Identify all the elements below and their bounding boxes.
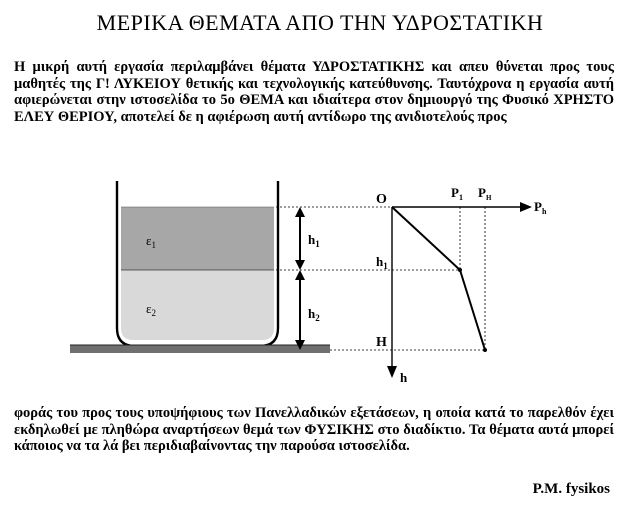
- graph-H-label: H: [376, 335, 387, 350]
- h2-dimension-label: $h_2$: [308, 306, 320, 323]
- ground-surface: [70, 345, 330, 353]
- intro-paragraph: Η μικρή αυτή εργασία περιλαμβάνει θέματα ΥΔΡΟΣΤΑΤΙΚΗΣ και απευ θύνεται προς τους μαθητές της Γ! ΛΥΚΕΙΟΥ θετικής και τεχνολογικής κατεύθυνσης. Ταυτόχρονα η εργασία αυτή αφιερώνεται στην ιστοσελίδα το 5ο ΘΕΜΑ και ιδιαίτερα στον δημιουργό της Φυσικό ΧΡΗΣΤΟ ΕΛΕΥ ΘΕΡΙΟΥ, αποτελεί δε η αφιέρωση αυτή αντίδωρο της ανιδιοτελούς προς: [14, 59, 614, 125]
- liquid-1-layer: [121, 207, 274, 270]
- h1-arrow-down: [295, 260, 305, 270]
- h2-arrow-up: [295, 270, 305, 280]
- pressure-curve: [392, 207, 485, 350]
- graph-h1-label: $h_1$: [376, 254, 388, 271]
- liquid-1-label: $\varepsilon_1$: [146, 233, 156, 250]
- h-axis-label: h: [400, 370, 408, 385]
- liquid-2-label: $\varepsilon_2$: [146, 301, 156, 318]
- p1-label: $P_1$: [451, 185, 463, 202]
- ph-axis-arrow: [520, 202, 532, 212]
- h1-dimension-label: $h_1$: [308, 232, 320, 249]
- origin-label: O: [376, 192, 387, 207]
- signature: P.M. fysikos: [532, 481, 610, 497]
- pH-label: $P_H$: [478, 185, 492, 202]
- h-axis-arrow: [387, 366, 397, 378]
- liquid-2-layer: [121, 270, 274, 340]
- continuation-paragraph: φοράς του προς τους υποψήφιους των Πανελλαδικών εξετάσεων, η οποία κατά το παρελθόν έχει εκδηλωθεί με πληθώρα αναρτήσεων θεμά των ΦΥΣΙΚΗΣ στο διαδίκτιο. Τα θέματα αυτά μπορεί κάποιος να τα λά βει περιδιαβαίνοντας την παρούσα ιστοσελίδα.: [14, 405, 614, 455]
- ph-axis-label: $P_h$: [534, 199, 547, 216]
- h1-arrow-up: [295, 207, 305, 217]
- page-title: ΜΕΡΙΚΑ ΘΕΜΑΤΑ ΑΠΟ ΤΗΝ ΥΔΡΟΣΤΑΤΙΚΗ: [96, 10, 544, 35]
